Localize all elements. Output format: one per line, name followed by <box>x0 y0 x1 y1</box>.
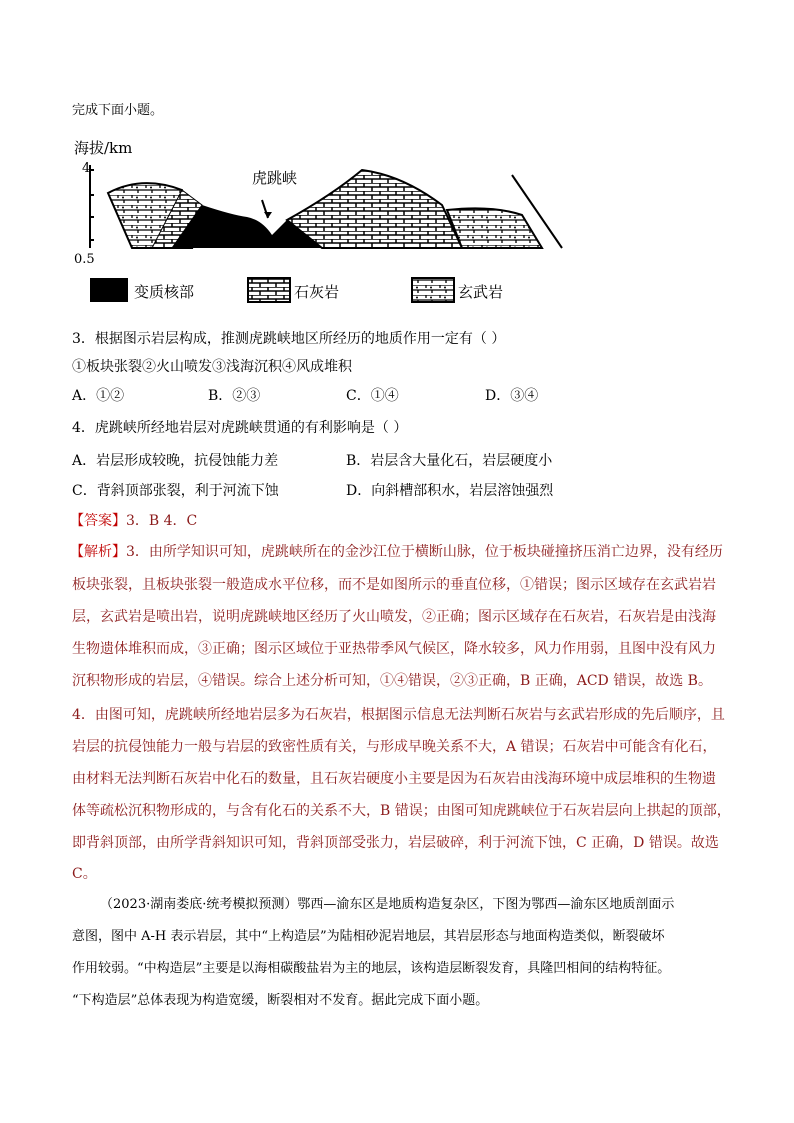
analysis-line: 生物遗体堆积而成，③正确；图示区域位于亚热带季风气候区，降水较多，风力作用弱，且图中没有风力 <box>72 641 716 657</box>
q3-option-d: D．③④ <box>485 388 539 404</box>
legend-limestone-swatch <box>248 278 290 302</box>
geologic-profile-figure <box>72 135 572 319</box>
legend-metamorphic: 变质核部 <box>134 283 195 301</box>
intro-tail: 完成下面小题。 <box>72 103 164 118</box>
q3-option-b: B．②③ <box>208 388 261 404</box>
answer-tag: 【答案】 <box>70 513 126 529</box>
next-intro-line: 作用较弱。“中构造层”主要是以海相碳酸盐岩为主的地层，该构造层断裂发育，具隆凹相间的结构特征。 <box>72 961 671 976</box>
analysis-line: C。 <box>72 866 97 882</box>
analysis-line: 体等疏松沉积物形成的，与含有化石的关系不大，B 错误；由图可知虎跳峡位于石灰岩层向上拱起的顶部， <box>72 803 731 819</box>
q3-option-a: A．①② <box>72 388 125 404</box>
analysis-tag: 【解析】 <box>70 544 126 560</box>
q3-stem: 3．根据图示岩层构成，推测虎跳峡地区所经历的地质作用一定有（ ） <box>72 331 506 347</box>
analysis-line: 4．由图可知，虎跳峡所经地岩层多为石灰岩，根据图示信息无法判断石灰岩与玄武岩形成的先后顺序，且 <box>72 707 725 723</box>
q4-option-d: D．向斜槽部积水，岩层溶蚀强烈 <box>346 483 554 499</box>
q4-stem: 4．虎跳峡所经地岩层对虎跳峡贯通的有利影响是（ ） <box>72 420 408 436</box>
y-bottom-tick: 0.5 <box>74 252 95 267</box>
analysis-text: 3．由所学知识可知，虎跳峡所在的金沙江位于横断山脉，位于板块碰撞挤压消亡边界，没有经历 <box>126 544 723 560</box>
legend-limestone: 石灰岩 <box>294 283 340 301</box>
q4-option-a: A．岩层形成较晚，抗侵蚀能力差 <box>72 453 279 469</box>
analysis-line: 即背斜顶部，由所学背斜知识可知，背斜顶部受张力，岩层破碎，利于河流下蚀，C 正确，D 错误。故选 <box>72 835 719 851</box>
legend-basalt-swatch <box>412 278 454 302</box>
analysis-line: 板块张裂，且板块张裂一般造成水平位移，而不是如图所示的垂直位移，①错误；图示区域存在玄武岩岩 <box>72 577 716 593</box>
analysis-line: 岩层的抗侵蚀能力一般与岩层的致密性质有关，与形成早晚关系不大，A 错误；石灰岩中可能含有化石， <box>72 739 717 755</box>
analysis-line: 沉积物形成的岩层，④错误。综合上述分析可知，①④错误，②③正确，B 正确，ACD 错误，故选 B。 <box>72 673 712 689</box>
answer <box>70 511 197 531</box>
next-intro-line: 意图，图中 A-H 表示岩层，其中“上构造层”为陆相砂泥岩地层，其岩层形态与地面构造类似，断裂破坏 <box>72 929 665 944</box>
place-label: 虎跳峡 <box>252 169 298 187</box>
analysis-line <box>70 542 723 562</box>
legend-metamorphic-swatch <box>90 278 128 302</box>
q4-option-b: B．岩层含大量化石，岩层硬度小 <box>346 453 553 469</box>
analysis-line: 由材料无法判断石灰岩中化石的数量，且石灰岩硬度小主要是因为石灰岩由浅海环境中成层堆积的生物遗 <box>72 771 716 787</box>
answer-text: 3．B 4．C <box>126 513 198 529</box>
q3-items: ①板块张裂②火山喷发③浅海沉积④风成堆积 <box>72 359 352 375</box>
legend-basalt: 玄武岩 <box>458 283 504 301</box>
y-axis-label: 海拔/km <box>74 139 133 157</box>
y-top-tick: 4 <box>82 161 91 176</box>
q4-option-c: C．背斜顶部张裂，利于河流下蚀 <box>72 483 279 499</box>
q3-option-c: C．①④ <box>346 388 399 404</box>
analysis-line: 层，玄武岩是喷出岩，说明虎跳峡地区经历了火山喷发，②正确；图示区域存在石灰岩，石灰岩是由浅海 <box>72 609 716 625</box>
next-intro-line: （2023·湖南娄底·统考模拟预测）鄂西—渝东区是地质构造复杂区，下图为鄂西—渝东区地质剖面示 <box>100 897 675 912</box>
next-intro-line: “下构造层”总体表现为构造宽缓，断裂相对不发育。据此完成下面小题。 <box>72 993 489 1008</box>
